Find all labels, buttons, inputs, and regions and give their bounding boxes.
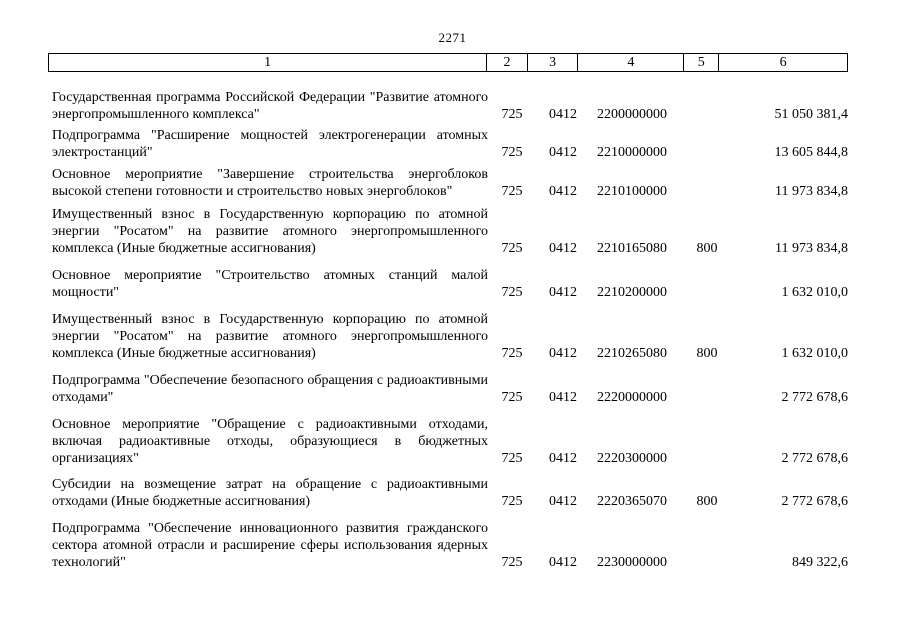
row-sum: 1 632 010,0 xyxy=(781,285,848,300)
row-vr: 800 xyxy=(696,494,718,509)
header-col-2: 2 xyxy=(487,54,528,71)
header-col-5: 5 xyxy=(684,54,719,71)
header-col-1: 1 xyxy=(49,54,487,71)
header-col-6: 6 xyxy=(779,55,787,70)
row-sum: 13 605 844,8 xyxy=(774,145,848,160)
table-row xyxy=(52,416,848,467)
row-cs: 2220000000 xyxy=(597,390,667,405)
row-vr: 800 xyxy=(696,241,718,256)
row-cs: 2200000000 xyxy=(597,107,667,122)
row-rz: 0412 xyxy=(549,555,577,570)
row-gr: 725 xyxy=(501,555,523,570)
table-row xyxy=(52,520,848,571)
row-rz: 0412 xyxy=(549,390,577,405)
row-gr: 725 xyxy=(501,184,523,199)
row-name: Субсидии на возмещение затрат на обращение с радиоактивными отходами (Иные бюджетные ассигнования) xyxy=(52,477,488,509)
row-cs: 2210000000 xyxy=(597,145,667,160)
row-gr: 725 xyxy=(501,390,523,405)
header-col-3: 3 xyxy=(528,54,579,71)
row-gr: 725 xyxy=(501,241,523,256)
row-name: Подпрограмма "Расширение мощностей электрогенерации атомных электростанций" xyxy=(52,128,488,160)
row-sum: 2 772 678,6 xyxy=(781,451,848,466)
row-sum: 849 322,6 xyxy=(792,555,848,570)
row-rz: 0412 xyxy=(549,346,577,361)
row-cs: 2210100000 xyxy=(597,184,667,199)
header-col-4: 4 xyxy=(578,54,684,71)
row-sum: 2 772 678,6 xyxy=(781,494,848,509)
row-gr: 725 xyxy=(501,451,523,466)
table-row xyxy=(52,476,848,510)
table-row xyxy=(52,127,848,161)
row-rz: 0412 xyxy=(549,107,577,122)
page-number: 2271 xyxy=(438,30,467,45)
row-gr: 725 xyxy=(501,285,523,300)
row-cs: 2210200000 xyxy=(597,285,667,300)
table-row xyxy=(52,267,848,301)
row-rz: 0412 xyxy=(549,451,577,466)
row-gr: 725 xyxy=(501,494,523,509)
row-cs: 2220365070 xyxy=(597,494,667,509)
row-gr: 725 xyxy=(501,145,523,160)
row-sum: 1 632 010,0 xyxy=(781,346,848,361)
table-row xyxy=(52,372,848,406)
row-name: Основное мероприятие "Строительство атомных станций малой мощности" xyxy=(52,268,488,300)
row-name: Основное мероприятие "Обращение с радиоактивными отходами, включая радиоактивные отходы, образующиеся в бюджетных организациях" xyxy=(52,417,488,466)
table-row xyxy=(52,166,848,200)
row-rz: 0412 xyxy=(549,184,577,199)
row-name: Имущественный взнос в Государственную корпорацию по атомной энергии "Росатом" на развитие атомного энергопромышленного комплекса (Иные бюджетные ассигнования) xyxy=(52,312,488,361)
row-cs: 2210265080 xyxy=(597,346,667,361)
row-name: Подпрограмма "Обеспечение безопасного обращения с радиоактивными отходами" xyxy=(52,373,488,405)
table-row xyxy=(52,89,848,123)
row-sum: 11 973 834,8 xyxy=(775,241,848,256)
table-header xyxy=(48,53,848,72)
row-rz: 0412 xyxy=(549,494,577,509)
row-name: Основное мероприятие "Завершение строительства энергоблоков высокой степени готовности и строительство новых энергоблоков" xyxy=(52,167,488,199)
row-vr: 800 xyxy=(696,346,718,361)
table-row xyxy=(52,206,848,257)
row-sum: 2 772 678,6 xyxy=(781,390,848,405)
row-cs: 2230000000 xyxy=(597,555,667,570)
row-cs: 2220300000 xyxy=(597,451,667,466)
row-name: Государственная программа Российской Федерации "Развитие атомного энергопромышленного комплекса" xyxy=(52,90,488,122)
row-sum: 11 973 834,8 xyxy=(775,184,848,199)
row-gr: 725 xyxy=(501,107,523,122)
row-rz: 0412 xyxy=(549,145,577,160)
row-cs: 2210165080 xyxy=(597,241,667,256)
row-rz: 0412 xyxy=(549,241,577,256)
row-name: Подпрограмма "Обеспечение инновационного развития гражданского сектора атомной отрасли и расширение сферы использования ядерных технологий" xyxy=(52,521,488,570)
table-row xyxy=(52,311,848,362)
row-sum: 51 050 381,4 xyxy=(774,107,848,122)
row-gr: 725 xyxy=(501,346,523,361)
row-rz: 0412 xyxy=(549,285,577,300)
row-name: Имущественный взнос в Государственную корпорацию по атомной энергии "Росатом" на развитие атомного энергопромышленного комплекса (Иные бюджетные ассигнования) xyxy=(52,207,488,256)
